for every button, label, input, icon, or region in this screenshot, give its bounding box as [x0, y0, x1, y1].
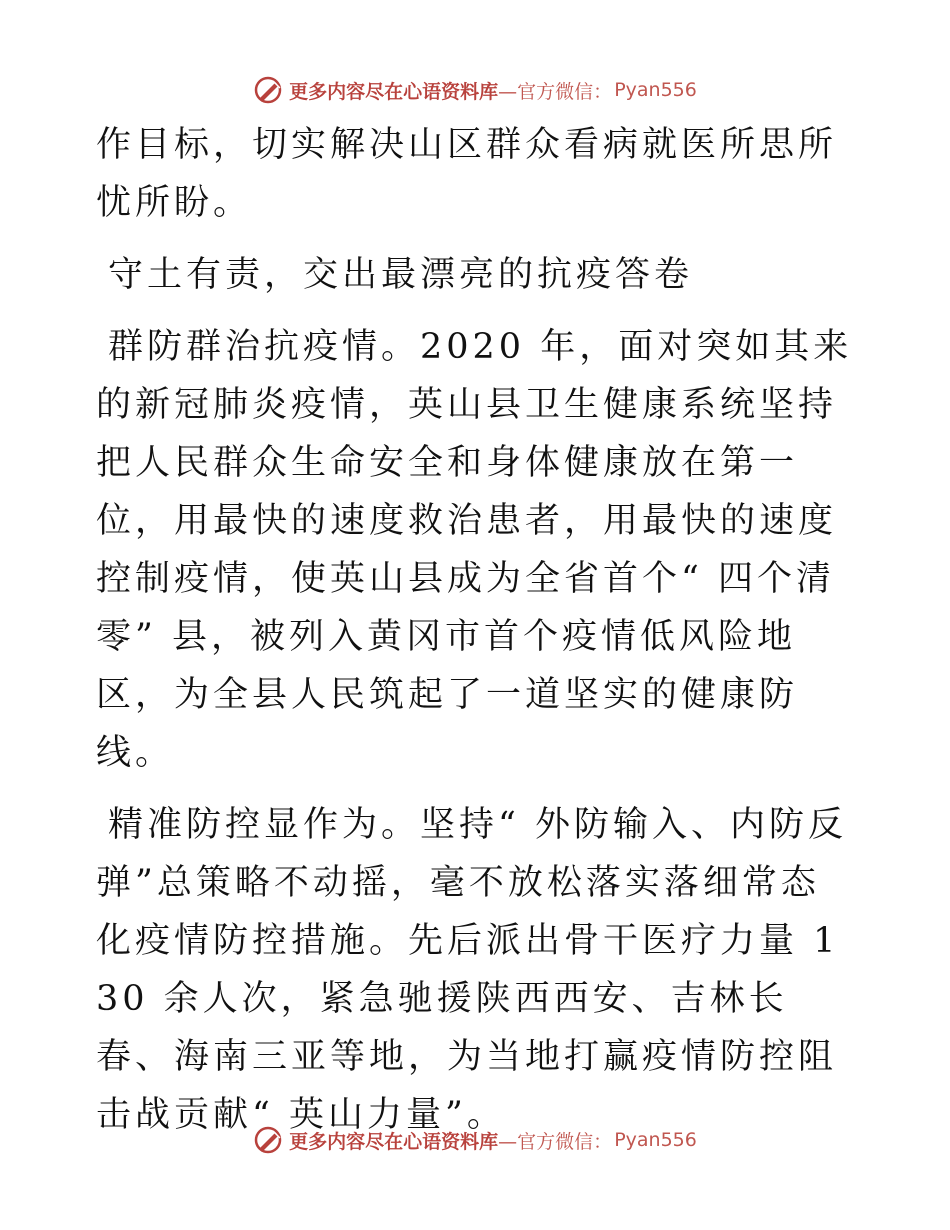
paragraph-continuation: 作目标，切实解决山区群众看病就医所思所忧所盼。 — [96, 125, 838, 223]
document-body — [96, 116, 856, 1158]
paragraph-epidemic-control: 群防群治抗疫情。2020 年，面对突如其来的新冠肺炎疫情，英山县卫生健康系统坚持把人民群众生命安全和身体健康放在第一位，用最快的速度救治患者，用最快的速度控制疫情，使英山县成为全省首个“ 四个清零” 县，被列入黄冈市首个疫情低风险地区，为全县人民筑起了一道坚实的健康防线。 — [96, 327, 853, 773]
footer-wechat-id: Pyan556 — [614, 1129, 697, 1151]
header-banner — [0, 70, 950, 110]
quill-pen-circle-icon — [253, 1125, 283, 1155]
footer-banner — [0, 1120, 950, 1160]
header-contact-label: —官方微信： — [498, 80, 613, 103]
header-brand-text: 更多内容尽在心语资料库 — [289, 80, 499, 103]
section-heading: 守土有责，交出最漂亮的抗疫答卷 — [108, 255, 694, 295]
header-wechat-id: Pyan556 — [614, 79, 697, 101]
paragraph-precise-prevention: 精准防控显作为。坚持“ 外防输入、内防反弹”总策略不动摇，毫不放松落实落细常态化疫情防控措施。先后派出骨干医疗力量 130 余人次，紧急驰援陕西西安、吉林长春、海南三亚等地，为当地打赢疫情防控阻击战贡献“ 英山力量”。 — [96, 805, 848, 1135]
footer-brand-text: 更多内容尽在心语资料库 — [289, 1130, 499, 1153]
quill-pen-circle-icon — [253, 75, 283, 105]
footer-contact-label: —官方微信： — [498, 1130, 613, 1153]
